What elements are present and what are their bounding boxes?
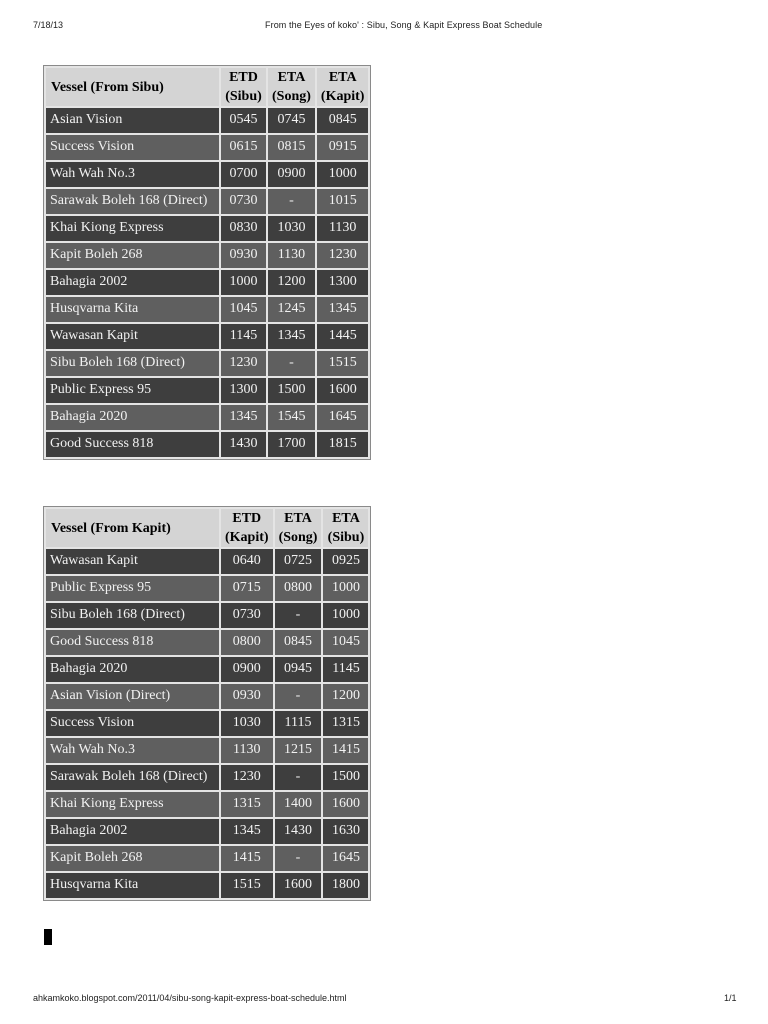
time-cell: 1415 — [221, 846, 273, 871]
table-row — [46, 351, 368, 376]
table-row — [46, 189, 368, 214]
time-cell: 0900 — [221, 657, 273, 682]
footer-page-number: 1/1 — [724, 993, 737, 1003]
time-cell: 1645 — [317, 405, 369, 430]
time-cell: 0815 — [268, 135, 315, 160]
time-cell: 1000 — [317, 162, 369, 187]
vessel-name-cell: Success Vision — [46, 711, 219, 736]
vessel-name-cell: Husqvarna Kita — [46, 297, 219, 322]
vessel-name-cell: Public Express 95 — [46, 576, 219, 601]
vessel-name-cell: Sibu Boleh 168 (Direct) — [46, 603, 219, 628]
time-cell: 1600 — [275, 873, 322, 898]
text-cursor — [44, 929, 52, 945]
time-cell: 1600 — [323, 792, 368, 817]
column-header-line: ETA — [328, 70, 357, 85]
table-row — [46, 711, 368, 736]
table-row — [46, 108, 368, 133]
time-cell: 1800 — [323, 873, 368, 898]
table-row — [46, 684, 368, 709]
time-cell: 1130 — [221, 738, 273, 763]
table-header-row — [46, 509, 368, 547]
column-header-line: ETA — [332, 511, 360, 526]
column-header-time — [275, 509, 322, 547]
time-cell: 0700 — [221, 162, 266, 187]
time-cell: 0745 — [268, 108, 315, 133]
time-cell: 1315 — [221, 792, 273, 817]
table-row — [46, 657, 368, 682]
time-cell: 1315 — [323, 711, 368, 736]
table-row — [46, 216, 368, 241]
table-row — [46, 576, 368, 601]
vessel-name-cell: Good Success 818 — [46, 432, 219, 457]
column-header-time — [221, 509, 273, 547]
time-cell: 1230 — [221, 765, 273, 790]
table-row — [46, 630, 368, 655]
schedule-table-from-kapit — [43, 506, 371, 901]
time-cell: 0545 — [221, 108, 266, 133]
table-row — [46, 243, 368, 268]
time-cell: 1430 — [275, 819, 322, 844]
table-row — [46, 162, 368, 187]
table-row — [46, 765, 368, 790]
time-cell: - — [268, 351, 315, 376]
time-cell: 0730 — [221, 189, 266, 214]
time-cell: 1445 — [317, 324, 369, 349]
vessel-name-cell: Good Success 818 — [46, 630, 219, 655]
time-cell: 1345 — [268, 324, 315, 349]
table-row — [46, 603, 368, 628]
table-row — [46, 270, 368, 295]
time-cell: 1300 — [221, 378, 266, 403]
time-cell: 1515 — [317, 351, 369, 376]
vessel-name-cell: Khai Kiong Express — [46, 792, 219, 817]
time-cell: 1215 — [275, 738, 322, 763]
time-cell: 0925 — [323, 549, 368, 574]
time-cell: 1230 — [317, 243, 369, 268]
time-cell: 1345 — [221, 405, 266, 430]
time-cell: 1300 — [317, 270, 369, 295]
time-cell: 1600 — [317, 378, 369, 403]
vessel-name-cell: Success Vision — [46, 135, 219, 160]
print-date: 7/18/13 — [33, 20, 64, 30]
time-cell: 1345 — [221, 819, 273, 844]
table-row — [46, 819, 368, 844]
table-row — [46, 324, 368, 349]
table-row — [46, 792, 368, 817]
vessel-name-cell: Bahagia 2002 — [46, 819, 219, 844]
time-cell: 1030 — [268, 216, 315, 241]
column-header-line: ETA — [284, 511, 312, 526]
time-cell: 1045 — [323, 630, 368, 655]
vessel-name-cell: Wawasan Kapit — [46, 549, 219, 574]
vessel-name-cell: Bahagia 2020 — [46, 657, 219, 682]
vessel-name-cell: Wah Wah No.3 — [46, 162, 219, 187]
time-cell: 0640 — [221, 549, 273, 574]
column-header-time — [221, 68, 266, 106]
time-cell: 0725 — [275, 549, 322, 574]
time-cell: 0915 — [317, 135, 369, 160]
page-title: From the Eyes of koko' : Sibu, Song & Kapit Express Boat Schedule — [265, 20, 543, 30]
time-cell: 0800 — [221, 630, 273, 655]
vessel-name-cell: Asian Vision — [46, 108, 219, 133]
time-cell: 1000 — [323, 576, 368, 601]
table-row — [46, 297, 368, 322]
column-header-line: ETD — [232, 511, 262, 526]
time-cell: 0715 — [221, 576, 273, 601]
time-cell: 1500 — [268, 378, 315, 403]
time-cell: - — [268, 189, 315, 214]
table-row — [46, 738, 368, 763]
time-cell: 1515 — [221, 873, 273, 898]
time-cell: 0845 — [317, 108, 369, 133]
time-cell: 1115 — [275, 711, 322, 736]
column-header-time — [268, 68, 315, 106]
table-header-row — [46, 68, 368, 106]
time-cell: 1430 — [221, 432, 266, 457]
column-header-time — [317, 68, 369, 106]
time-cell: 0730 — [221, 603, 273, 628]
column-header-line: (Sibu) — [225, 89, 262, 104]
table-row — [46, 405, 368, 430]
time-cell: 1630 — [323, 819, 368, 844]
table-row — [46, 549, 368, 574]
time-cell: 0930 — [221, 243, 266, 268]
vessel-name-cell: Sarawak Boleh 168 (Direct) — [46, 189, 219, 214]
time-cell: 0900 — [268, 162, 315, 187]
time-cell: 1645 — [323, 846, 368, 871]
time-cell: 0800 — [275, 576, 322, 601]
time-cell: 1000 — [221, 270, 266, 295]
table-row — [46, 135, 368, 160]
time-cell: 1500 — [323, 765, 368, 790]
time-cell: 1145 — [221, 324, 266, 349]
time-cell: 1230 — [221, 351, 266, 376]
column-header-vessel: Vessel (From Kapit) — [46, 509, 219, 547]
vessel-name-cell: Khai Kiong Express — [46, 216, 219, 241]
time-cell: 1345 — [317, 297, 369, 322]
time-cell: 1130 — [317, 216, 369, 241]
table-row — [46, 432, 368, 457]
vessel-name-cell: Wah Wah No.3 — [46, 738, 219, 763]
vessel-name-cell: Sarawak Boleh 168 (Direct) — [46, 765, 219, 790]
time-cell: 1145 — [323, 657, 368, 682]
time-cell: 1400 — [275, 792, 322, 817]
footer-url: ahkamkoko.blogspot.com/2011/04/sibu-song-kapit-express-boat-schedule.html — [33, 993, 347, 1003]
vessel-name-cell: Bahagia 2002 — [46, 270, 219, 295]
time-cell: - — [275, 846, 322, 871]
table-row — [46, 873, 368, 898]
table-row — [46, 378, 368, 403]
column-header-line: (Kapit) — [320, 89, 365, 104]
vessel-name-cell: Wawasan Kapit — [46, 324, 219, 349]
time-cell: 1815 — [317, 432, 369, 457]
time-cell: 1030 — [221, 711, 273, 736]
time-cell: 0830 — [221, 216, 266, 241]
time-cell: 1200 — [268, 270, 315, 295]
time-cell: 1200 — [323, 684, 368, 709]
time-cell: 1245 — [268, 297, 315, 322]
time-cell: 1130 — [268, 243, 315, 268]
schedule-table-from-sibu — [43, 65, 371, 460]
time-cell: 1015 — [317, 189, 369, 214]
time-cell: - — [275, 684, 322, 709]
time-cell: 1415 — [323, 738, 368, 763]
vessel-name-cell: Kapit Boleh 268 — [46, 846, 219, 871]
time-cell: 0930 — [221, 684, 273, 709]
column-header-line: (Song) — [278, 530, 318, 545]
vessel-name-cell: Asian Vision (Direct) — [46, 684, 219, 709]
time-cell: 0845 — [275, 630, 322, 655]
column-header-line: (Song) — [272, 89, 311, 104]
time-cell: 1045 — [221, 297, 266, 322]
vessel-name-cell: Kapit Boleh 268 — [46, 243, 219, 268]
column-header-line: (Sibu) — [327, 530, 365, 545]
time-cell: - — [275, 765, 322, 790]
column-header-vessel: Vessel (From Sibu) — [46, 68, 219, 106]
time-cell: 1545 — [268, 405, 315, 430]
column-header-line: ETA — [277, 70, 306, 85]
time-cell: - — [275, 603, 322, 628]
column-header-time — [323, 509, 368, 547]
table-row — [46, 846, 368, 871]
time-cell: 0945 — [275, 657, 322, 682]
column-header-line: (Kapit) — [225, 530, 269, 545]
time-cell: 1700 — [268, 432, 315, 457]
vessel-name-cell: Sibu Boleh 168 (Direct) — [46, 351, 219, 376]
vessel-name-cell: Bahagia 2020 — [46, 405, 219, 430]
vessel-name-cell: Public Express 95 — [46, 378, 219, 403]
time-cell: 0615 — [221, 135, 266, 160]
column-header-line: ETD — [229, 70, 258, 85]
vessel-name-cell: Husqvarna Kita — [46, 873, 219, 898]
time-cell: 1000 — [323, 603, 368, 628]
